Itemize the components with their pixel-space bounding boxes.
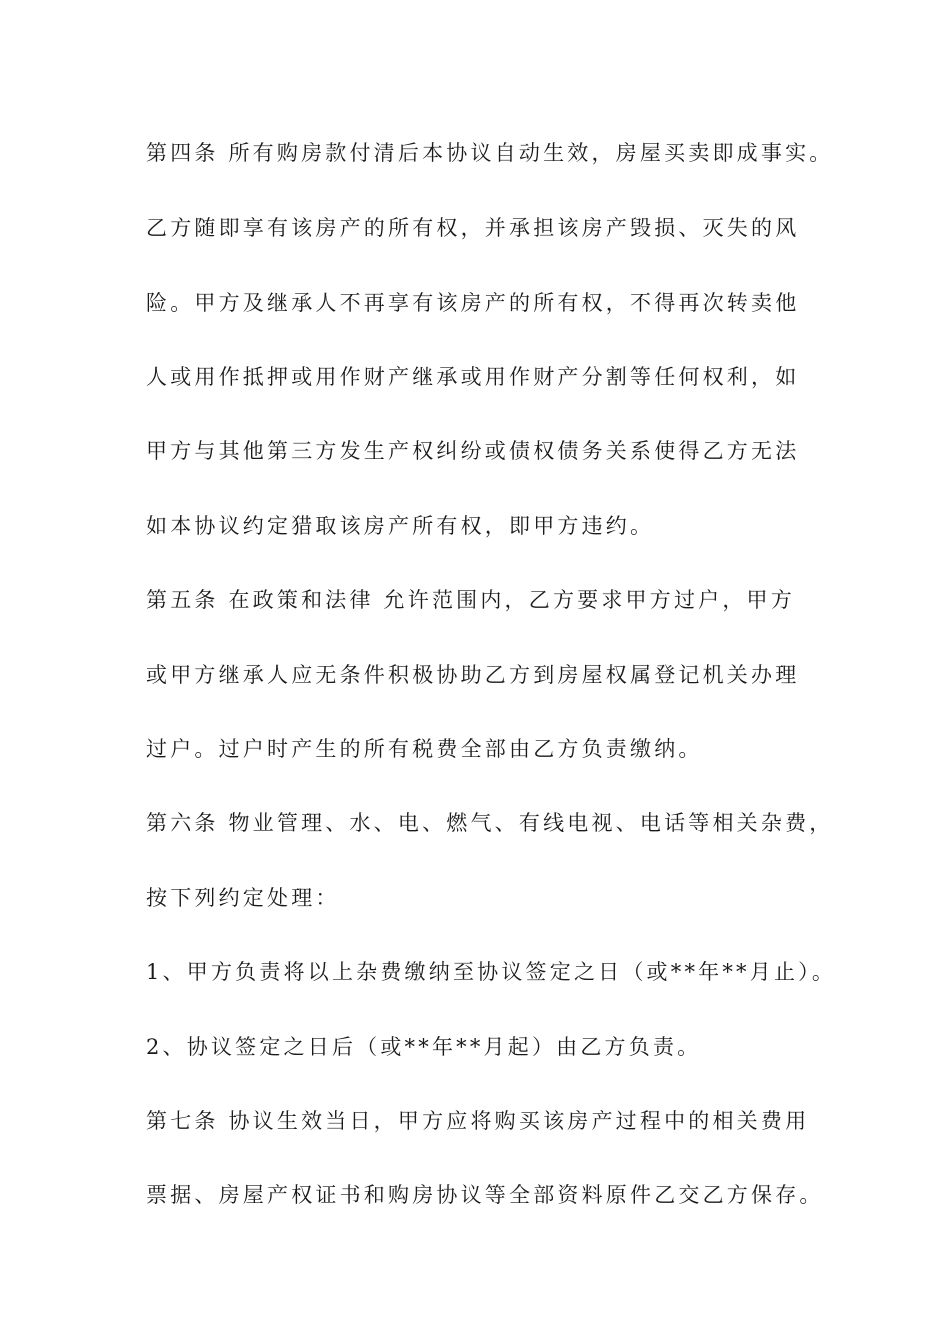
text-line: 甲方与其他第三方发生产权纠纷或债权债务关系使得乙方无法 <box>146 439 800 463</box>
text-line: 人或用作抵押或用作财产继承或用作财产分割等任何权利，如 <box>146 365 800 389</box>
text-line: 险。甲方及继承人不再享有该房产的所有权，不得再次转卖他 <box>146 291 800 315</box>
text-line: 第七条 协议生效当日，甲方应将购买该房产过程中的相关费用 <box>146 1109 810 1133</box>
text-line: 第四条 所有购房款付清后本协议自动生效，房屋买卖即成事实。 <box>146 141 834 165</box>
text-line: 第五条 在政策和法律 允许范围内，乙方要求甲方过户，甲方 <box>146 588 795 612</box>
text-line: 或甲方继承人应无条件积极协助乙方到房屋权属登记机关办理 <box>146 663 800 687</box>
text-line: 按下列约定处理： <box>146 886 340 910</box>
text-line: 乙方随即享有该房产的所有权，并承担该房产毁损、灭失的风 <box>146 216 800 240</box>
text-line: 1、甲方负责将以上杂费缴纳至协议签定之日（或**年**月止）。 <box>146 960 837 984</box>
text-line: 过户。过户时产生的所有税费全部由乙方负责缴纳。 <box>146 737 703 761</box>
text-line: 如本协议约定猎取该房产所有权，即甲方违约。 <box>146 514 655 538</box>
text-line: 2、协议签定之日后（或**年**月起）由乙方负责。 <box>146 1035 702 1059</box>
text-line: 第六条 物业管理、水、电、燃气、有线电视、电话等相关杂费， <box>146 811 834 835</box>
text-line: 票据、房屋产权证书和购房协议等全部资料原件乙交乙方保存。 <box>146 1183 824 1207</box>
